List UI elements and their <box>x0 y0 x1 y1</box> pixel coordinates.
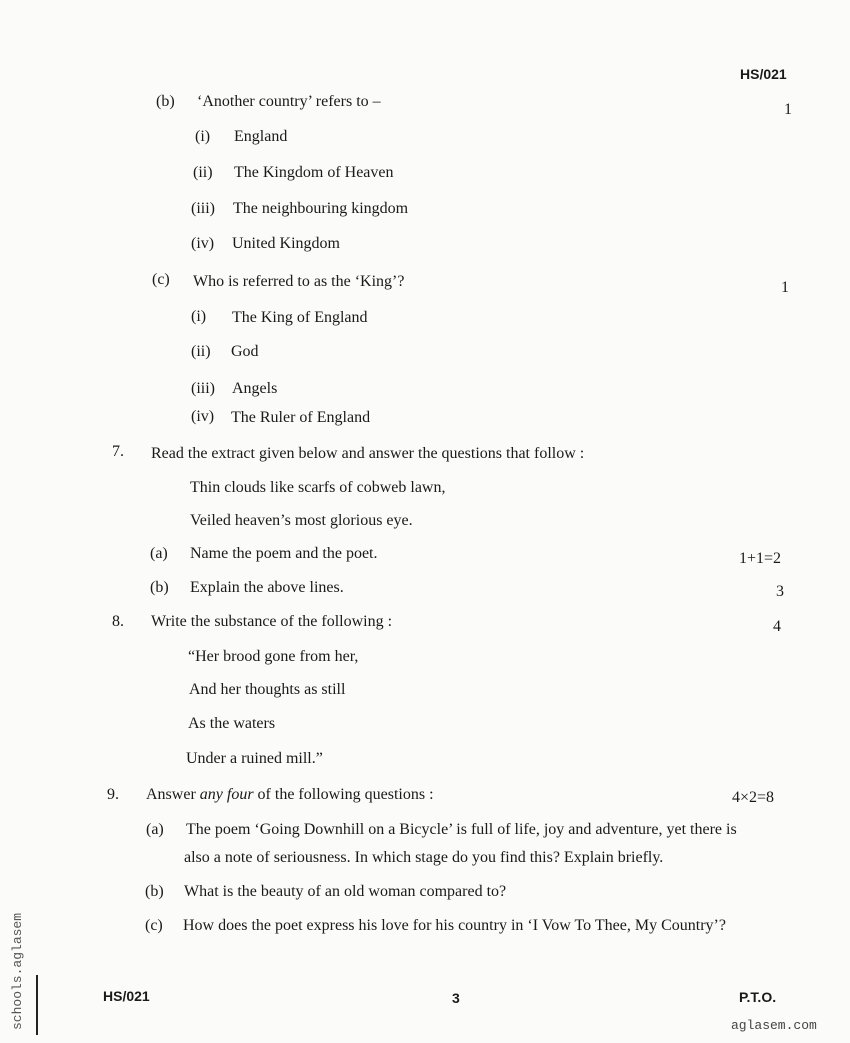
q7b-label: (b) <box>150 579 169 596</box>
q8-extract-line4: Under a ruined mill.” <box>186 750 323 767</box>
q9a-line2: also a note of seriousness. In which stage do you find this? Explain briefly. <box>184 849 664 866</box>
side-watermark: schools.aglasem <box>10 912 25 1030</box>
q6b-opt1-text: England <box>234 128 288 145</box>
q7a-text: Name the poem and the poet. <box>190 545 378 562</box>
q6c-opt2-num: (ii) <box>191 343 211 360</box>
q8-extract-line1: “Her brood gone from her, <box>188 648 359 665</box>
q6c-opt4-num: (iv) <box>191 408 215 425</box>
bottom-watermark: aglasem.com <box>731 1018 817 1033</box>
q6c-opt2-text: God <box>231 343 259 360</box>
q6c-opt3-text: Angels <box>232 380 278 397</box>
q6c-marks: 1 <box>781 279 789 296</box>
q8-marks: 4 <box>773 618 781 635</box>
q6c-label: (c) <box>152 271 170 288</box>
q6c-opt4-text: The Ruler of England <box>231 409 371 426</box>
q7-number: 7. <box>112 443 124 460</box>
q6b-opt2-text: The Kingdom of Heaven <box>234 164 394 181</box>
q9c-text: How does the poet express his love for his country in ‘I Vow To Thee, My Country’? <box>183 917 726 934</box>
q6b-label: (b) <box>156 93 175 110</box>
q9-text-emphasis: any four <box>199 786 254 803</box>
q6c-opt1-num: (i) <box>191 308 207 325</box>
q6b-opt2-num: (ii) <box>193 164 213 181</box>
q9a-line1: The poem ‘Going Downhill on a Bicycle’ is full of life, joy and adventure, yet there is <box>186 821 737 838</box>
footer-pto: P.T.O. <box>739 989 777 1005</box>
q9-number: 9. <box>107 786 119 803</box>
q8-text: Write the substance of the following : <box>151 613 393 630</box>
q7a-marks: 1+1=2 <box>739 550 782 567</box>
q7-extract-line2: Veiled heaven’s most glorious eye. <box>190 512 413 529</box>
q6c-text: Who is referred to as the ‘King’? <box>193 273 405 290</box>
q8-extract-line2: And her thoughts as still <box>189 681 346 698</box>
q6b-text: ‘Another country’ refers to – <box>197 93 381 110</box>
q6b-opt3-text: The neighbouring kingdom <box>233 200 409 217</box>
header-code: HS/021 <box>740 66 787 82</box>
q8-number: 8. <box>112 613 124 630</box>
q6b-opt3-num: (iii) <box>191 200 215 217</box>
q6c-opt1-text: The King of England <box>232 309 368 326</box>
q9-text <box>146 785 434 805</box>
q6b-opt4-text: United Kingdom <box>232 235 340 252</box>
q7b-marks: 3 <box>776 583 784 600</box>
footer-page-number: 3 <box>452 990 460 1006</box>
q9a-label: (a) <box>146 821 164 838</box>
q6c-opt3-num: (iii) <box>191 380 215 397</box>
footer-code: HS/021 <box>103 988 150 1004</box>
q7-text: Read the extract given below and answer the questions that follow : <box>151 445 585 462</box>
q6b-marks: 1 <box>784 101 792 118</box>
q9-text-post: of the following questions : <box>253 786 434 803</box>
q7a-label: (a) <box>150 545 168 562</box>
q6b-opt1-num: (i) <box>195 128 211 145</box>
scan-edge-line <box>36 975 38 1035</box>
q7-extract-line1: Thin clouds like scarfs of cobweb lawn, <box>190 479 446 496</box>
q6b-opt4-num: (iv) <box>191 235 215 252</box>
q8-extract-line3: As the waters <box>188 715 276 732</box>
q9b-label: (b) <box>145 883 164 900</box>
q9-marks: 4×2=8 <box>732 789 775 806</box>
q9-text-pre: Answer <box>146 786 200 803</box>
q9b-text: What is the beauty of an old woman compared to? <box>184 883 507 900</box>
q7b-text: Explain the above lines. <box>190 579 344 596</box>
q9c-label: (c) <box>145 917 163 934</box>
